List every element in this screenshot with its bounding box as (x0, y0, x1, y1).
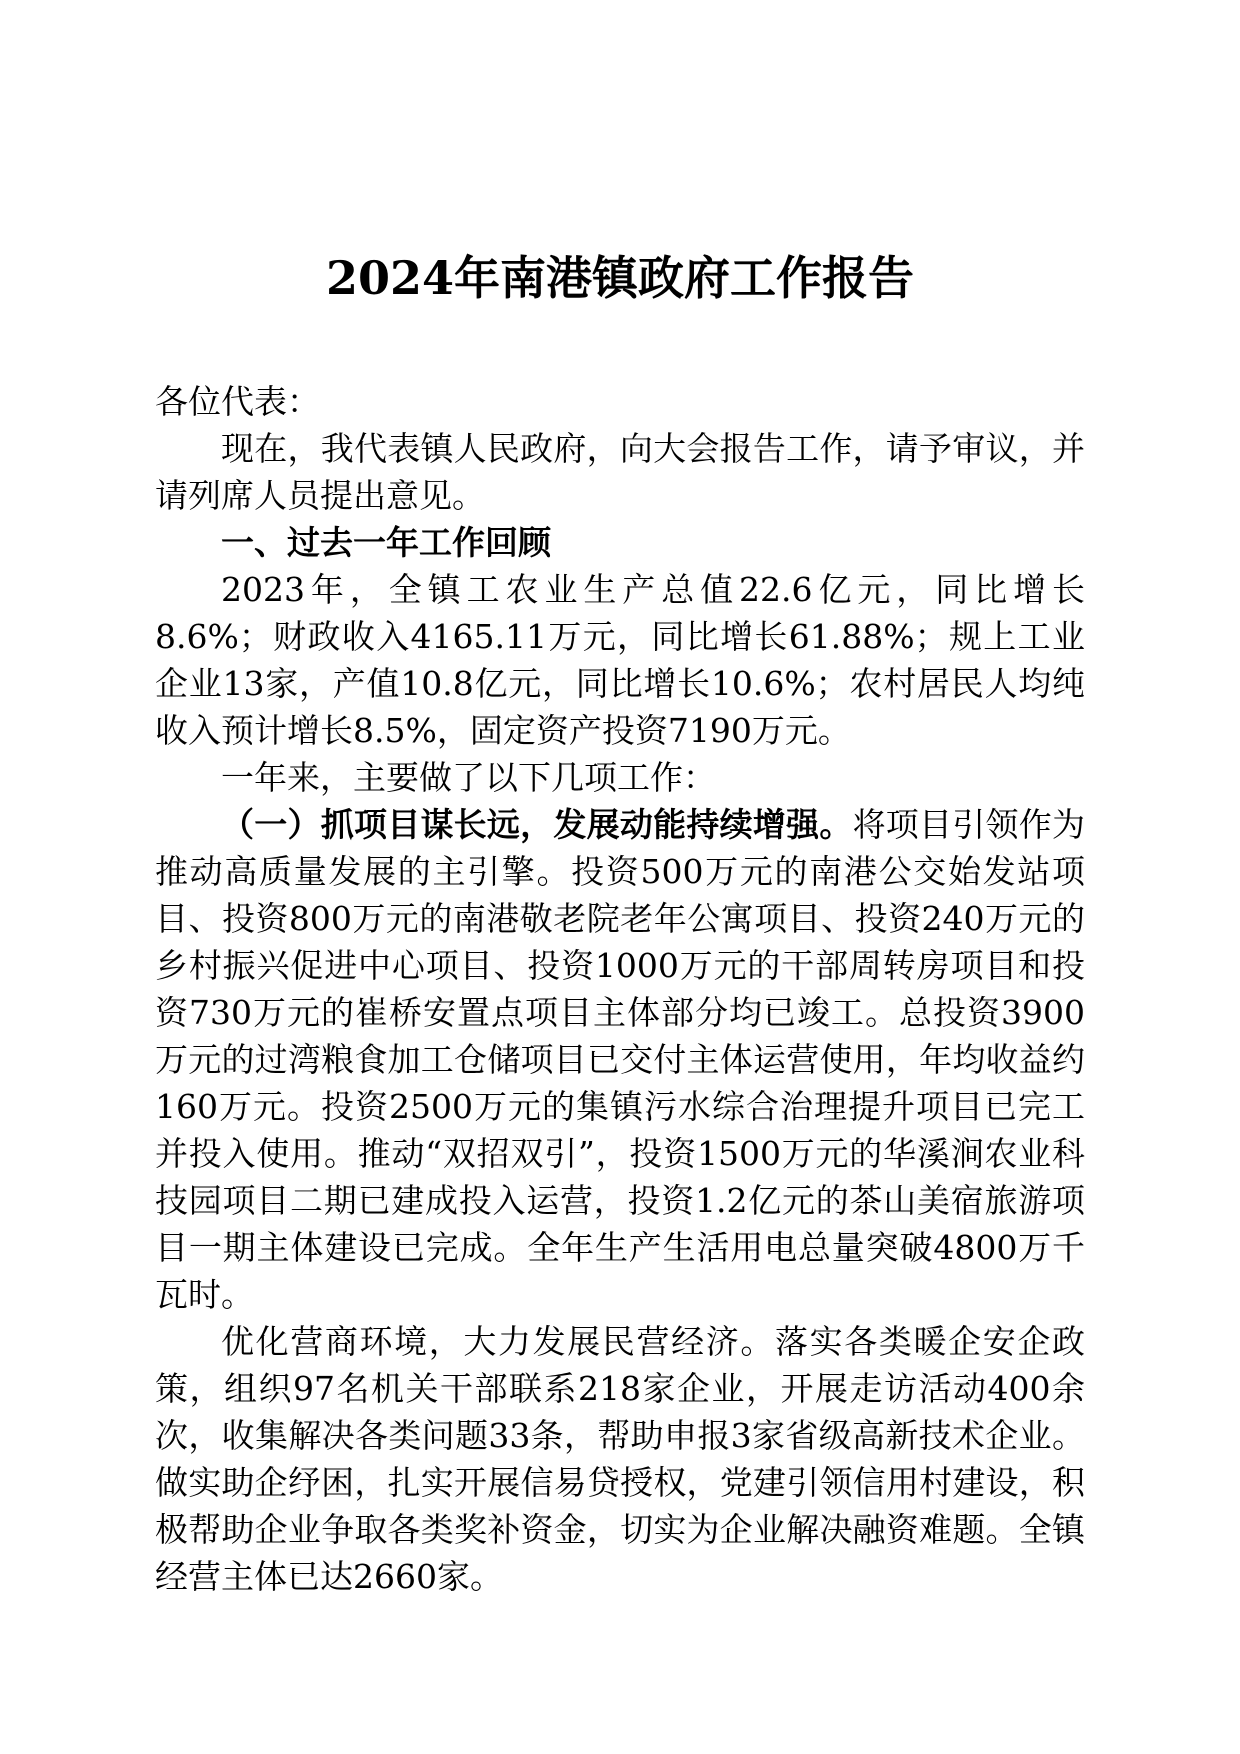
intro-paragraph: 现在，我代表镇人民政府，向大会报告工作，请予审议，并请列席人员提出意见。 (155, 429, 1085, 515)
work-intro-paragraph: 一年来，主要做了以下几项工作： (221, 758, 716, 797)
business-paragraph: 优化营商环境，大力发展民营经济。落实各类暖企安企政策，组织97名机关干部联系218家企业，开展走访活动400余次，收集解决各类问题33条，帮助申报3家省级高新技术企业。做实助企纾困，扎实开展信易贷授权，党建引领信用村建设，积极帮助企业争取各类奖补资金，切实为企业解决融资难题。全镇经营主体已达2660家。 (155, 1322, 1085, 1596)
summary-paragraph: 2023年，全镇工农业生产总值22.6亿元，同比增长8.6%；财政收入4165.11万元，同比增长61.88%；规上工业企业13家，产值10.8亿元，同比增长10.6%；农村居民人均纯收入预计增长8.5%，固定资产投资7190万元。 (155, 570, 1085, 750)
document-title: 2024年南港镇政府工作报告 (325, 251, 915, 305)
item-one-lead: （一）抓项目谋长远，发展动能持续增强。 (221, 805, 853, 844)
item-one-paragraph (155, 801, 1085, 1318)
section-heading: 一、过去一年工作回顾 (221, 523, 551, 562)
salutation: 各位代表： (155, 382, 320, 421)
document-body (155, 378, 1085, 1600)
item-one-body: 将项目引领作为推动高质量发展的主引擎。投资500万元的南港公交始发站项目、投资800万元的南港敬老院老年公寓项目、投资240万元的乡村振兴促进中心项目、投资1000万元的干部周转房项目和投资730万元的崔桥安置点项目主体部分均已竣工。总投资3900万元的过湾粮食加工仓储项目已交付主体运营使用，年均收益约160万元。投资2500万元的集镇污水综合治理提升项目已完工并投入使用。推动“双招双引”，投资1500万元的华溪涧农业科技园项目二期已建成投入运营，投资1.2亿元的茶山美宿旅游项目一期主体建设已完成。全年生产生活用电总量突破4800万千瓦时。 (155, 805, 1086, 1314)
